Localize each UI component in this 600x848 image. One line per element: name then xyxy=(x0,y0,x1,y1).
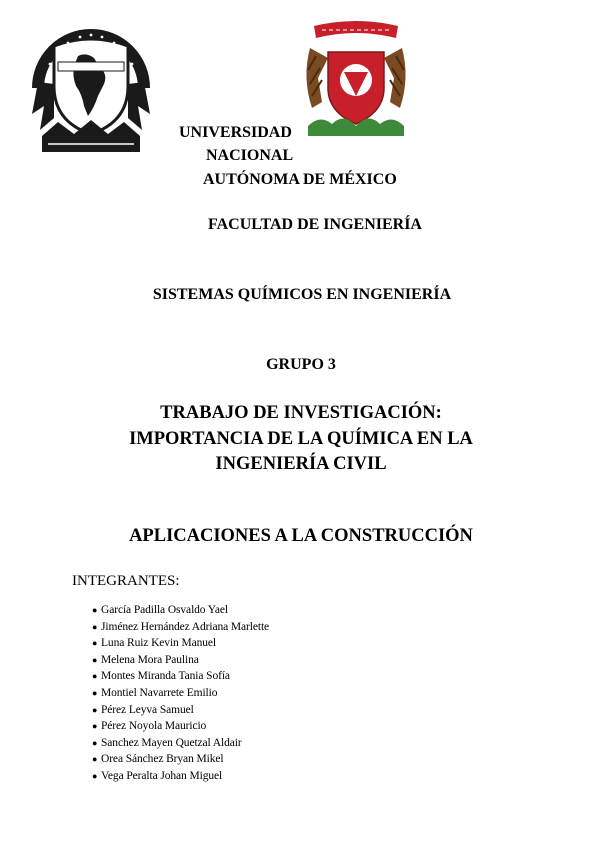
university-name-line3: AUTÓNOMA DE MÉXICO xyxy=(203,171,397,188)
list-item xyxy=(92,768,269,785)
list-item xyxy=(92,668,269,685)
member-name: Pérez Noyola Mauricio xyxy=(101,720,207,733)
member-name: Melena Mora Paulina xyxy=(101,653,199,666)
work-title-line2: IMPORTANCIA DE LA QUÍMICA EN LA xyxy=(129,428,473,449)
member-name: Orea Sánchez Bryan Mikel xyxy=(101,753,224,766)
list-item xyxy=(92,702,269,719)
list-item xyxy=(92,685,269,702)
group-number: GRUPO 3 xyxy=(266,356,336,373)
bullet-icon: ● xyxy=(92,754,98,765)
course-name: SISTEMAS QUÍMICOS EN INGENIERÍA xyxy=(152,286,452,303)
bullet-icon: ● xyxy=(92,638,98,649)
member-name: Pérez Leyva Samuel xyxy=(101,703,194,716)
work-title-line3: INGENIERÍA CIVIL xyxy=(215,454,387,474)
members-heading: INTEGRANTES: xyxy=(72,573,180,589)
bullet-icon: ● xyxy=(92,721,98,732)
list-item xyxy=(92,619,269,636)
member-name: Sanchez Mayen Quetzal Aldair xyxy=(101,736,242,749)
member-name: Vega Peralta Johan Miguel xyxy=(101,769,223,782)
bullet-icon: ● xyxy=(92,621,98,632)
university-name-line1: UNIVERSIDAD xyxy=(179,124,292,141)
bullet-icon: ● xyxy=(92,704,98,715)
member-name: Jiménez Hernández Adriana Marlette xyxy=(101,620,270,633)
work-subtitle: APLICACIONES A LA CONSTRUCCIÓN xyxy=(129,526,473,546)
faculty-name: FACULTAD DE INGENIERÍA xyxy=(208,216,422,233)
member-name: Luna Ruiz Kevin Manuel xyxy=(101,637,217,650)
list-item xyxy=(92,718,269,735)
member-name: Montiel Navarrete Emilio xyxy=(101,686,218,699)
list-item xyxy=(92,735,269,752)
list-item xyxy=(92,635,269,652)
members-list xyxy=(92,602,269,785)
fi-emblem-logo xyxy=(300,18,412,140)
unam-seal-logo xyxy=(28,18,154,158)
university-name-line2: NACIONAL xyxy=(206,147,294,164)
bullet-icon: ● xyxy=(92,770,98,781)
work-title xyxy=(90,401,512,478)
bullet-icon: ● xyxy=(92,671,98,682)
member-name: García Padilla Osvaldo Yael xyxy=(101,604,228,616)
list-item xyxy=(92,652,269,669)
bullet-icon: ● xyxy=(92,737,98,748)
member-name: Montes Miranda Tania Sofía xyxy=(101,670,230,683)
work-title-line1: TRABAJO DE INVESTIGACIÓN: xyxy=(160,403,442,423)
list-item xyxy=(92,751,269,768)
list-item xyxy=(92,602,269,619)
bullet-icon: ● xyxy=(92,654,98,665)
bullet-icon: ● xyxy=(92,687,98,698)
bullet-icon: ● xyxy=(92,605,98,615)
